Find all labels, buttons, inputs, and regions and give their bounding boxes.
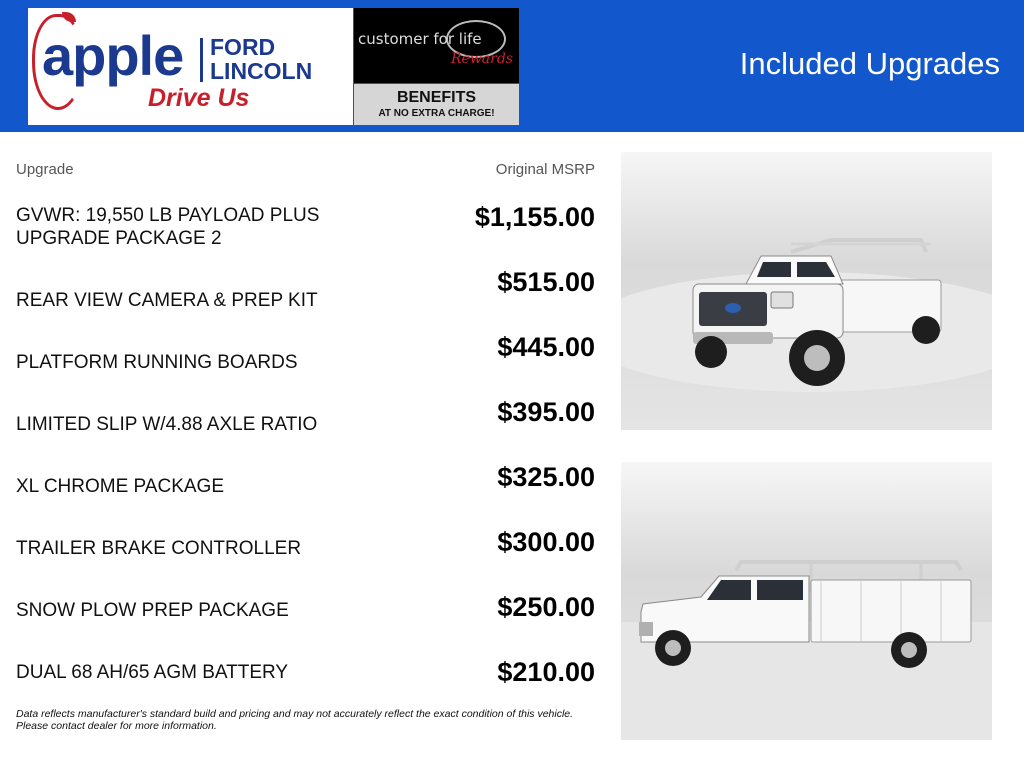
truck-photo-front bbox=[621, 152, 992, 430]
rewards-logo bbox=[354, 8, 519, 83]
benefits-badge bbox=[354, 84, 519, 125]
upgrade-price: $1,155.00 bbox=[474, 202, 595, 232]
upgrade-price: $250.00 bbox=[497, 592, 595, 622]
upgrade-name: XL CHROME PACKAGE bbox=[16, 476, 224, 497]
brand-ford: FORD bbox=[210, 34, 276, 60]
upgrade-price: $445.00 bbox=[497, 332, 595, 362]
page-title: Included Upgrades bbox=[739, 46, 1000, 81]
logo-divider bbox=[200, 38, 203, 82]
upgrade-name: REAR VIEW CAMERA & PREP KIT bbox=[16, 290, 318, 311]
upgrade-name: PLATFORM RUNNING BOARDS bbox=[16, 352, 298, 373]
column-header-upgrade: Upgrade bbox=[16, 161, 74, 178]
rewards-text: customer for life bbox=[358, 30, 482, 48]
header-banner bbox=[0, 0, 1024, 132]
upgrade-price: $515.00 bbox=[497, 267, 595, 297]
disclaimer: Data reflects manufacturer's standard build and pricing and may not accurately reflect the exact condition of this vehicle. Please contact dealer for more information. bbox=[16, 708, 574, 732]
upgrade-name: DUAL 68 AH/65 AGM BATTERY bbox=[16, 662, 289, 683]
upgrade-price: $300.00 bbox=[497, 527, 595, 557]
upgrade-price: $210.00 bbox=[497, 657, 595, 687]
upgrade-price: $395.00 bbox=[497, 397, 595, 427]
rewards-script: Rewards bbox=[451, 51, 513, 67]
benefits-subtitle: AT NO EXTRA CHARGE! bbox=[378, 108, 495, 119]
upgrade-name: SNOW PLOW PREP PACKAGE bbox=[16, 600, 289, 621]
benefits-title: BENEFITS bbox=[396, 89, 477, 106]
truck-photo-side bbox=[621, 462, 992, 740]
upgrade-price: $325.00 bbox=[497, 462, 595, 492]
column-header-msrp: Original MSRP bbox=[495, 161, 595, 178]
tagline: Drive Us bbox=[148, 84, 250, 112]
upgrade-name: GVWR: 19,550 LB PAYLOAD PLUS UPGRADE PACKAGE 2 bbox=[16, 205, 320, 249]
dealer-logo bbox=[28, 8, 353, 125]
brand-lincoln: LINCOLN bbox=[210, 58, 313, 84]
upgrade-name: LIMITED SLIP W/4.88 AXLE RATIO bbox=[16, 414, 318, 435]
upgrade-name: TRAILER BRAKE CONTROLLER bbox=[16, 538, 302, 559]
dealer-logo-word: apple bbox=[42, 24, 184, 87]
